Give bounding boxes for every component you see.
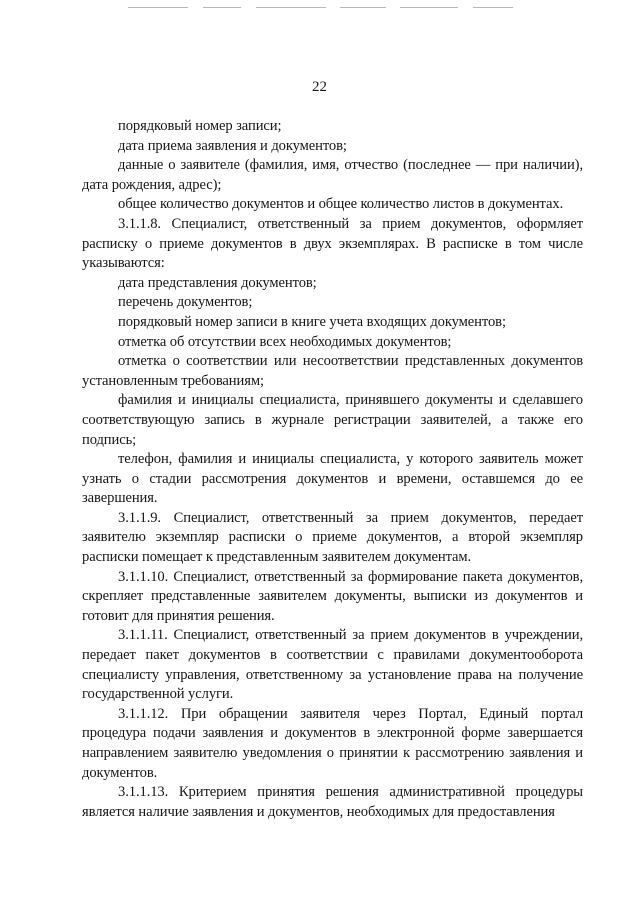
paragraph: 3.1.1.13. Критерием принятия решения административной процедуры является наличие заявления и документов, необходимых для предоставления <box>82 784 583 820</box>
paragraph: дата представления документов; <box>118 274 317 291</box>
paragraph: 3.1.1.8. Специалист, ответственный за прием документов, оформляет расписку о приеме документов в двух экземплярах. В расписке в том числе указываются: <box>82 215 583 272</box>
scan-artifact <box>128 7 528 11</box>
document-body <box>82 117 583 822</box>
paragraph: отметка об отсутствии всех необходимых документов; <box>118 333 452 350</box>
paragraph: 3.1.1.11. Специалист, ответственный за прием документов в учреждении, передает пакет документов в соответствии с правилами документооборота специалисту управления, ответственному за установление права на получение государственной услуги. <box>82 627 583 703</box>
page-number: 22 <box>312 79 327 95</box>
paragraph: порядковый номер записи в книге учета входящих документов; <box>118 313 506 330</box>
paragraph: дата приема заявления и документов; <box>118 137 347 154</box>
paragraph: отметка о соответствии или несоответствии представленных документов установленным требованиям; <box>82 353 583 389</box>
paragraph: фамилия и инициалы специалиста, принявшего документы и сделавшего соответствующую запись в журнале регистрации заявителей, а также его подпись; <box>82 392 583 448</box>
paragraph: перечень документов; <box>118 294 253 311</box>
paragraph: 3.1.1.9. Специалист, ответственный за прием документов, передает заявителю экземпляр расписки о приеме документов, а второй экземпляр расписки помещает к представленным заявителем документам. <box>82 509 583 566</box>
paragraph: порядковый номер записи; <box>118 118 282 134</box>
paragraph: 3.1.1.10. Специалист, ответственный за формирование пакета документов, скрепляет представленные заявителем документы, выписки из документов и готовит для принятия решения. <box>82 568 583 624</box>
paragraph: данные о заявителе (фамилия, имя, отчество (последнее — при наличии), дата рождения, адрес); <box>82 157 583 193</box>
paragraph: общее количество документов и общее количество листов в документах. <box>118 196 564 213</box>
paragraph: 3.1.1.12. При обращении заявителя через Портал, Единый портал процедура подачи заявления и документов в электронной форме завершается направлением заявителю уведомления о принятии к рассмотрению заявления и документов. <box>82 705 583 781</box>
paragraph: телефон, фамилия и инициалы специалиста, у которого заявитель может узнать о стадии рассмотрения документов и времени, оставшемся до ее завершения. <box>82 451 583 507</box>
